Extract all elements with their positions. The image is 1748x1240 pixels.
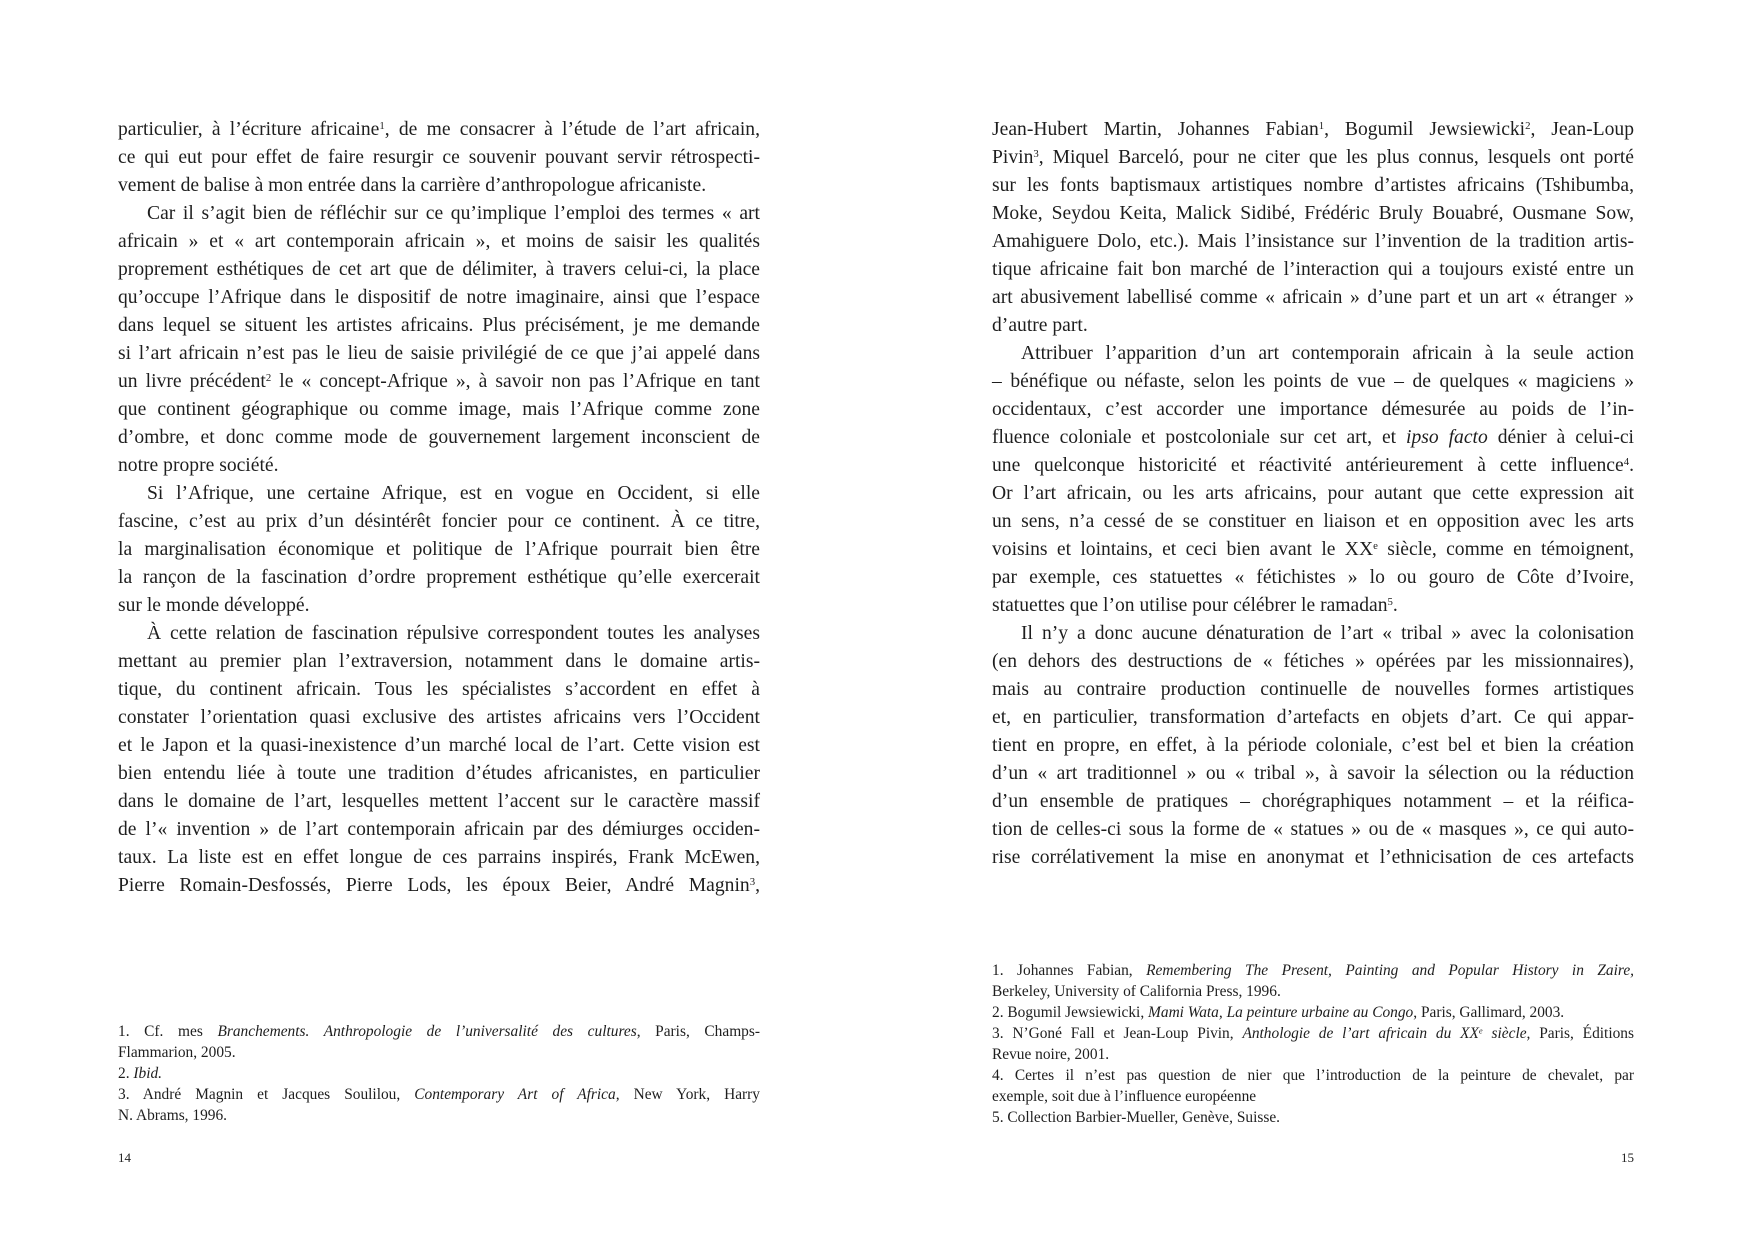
footnote-ref: 3 <box>749 876 756 889</box>
text-line: Il n’y a donc aucune dénaturation de l’art « tribal » avec la colonisation <box>1021 623 1634 644</box>
footnote <box>992 1107 1634 1128</box>
footnote-ref: 5 <box>1387 596 1393 609</box>
italic-text: Branchements. Anthropologie de l’universalité des cultures <box>217 1023 637 1040</box>
page-number: 14 <box>118 1150 131 1165</box>
text-line: mais au contraire production continuelle de nouvelles formes artistiques <box>992 679 1634 700</box>
page-number: 15 <box>1621 1150 1634 1165</box>
text-line: que continent géographique ou comme image, mais l’Afrique comme zone <box>118 399 760 420</box>
footnote <box>118 1021 760 1063</box>
footnote <box>992 960 1634 1002</box>
text-line: d’un « art traditionnel » ou « tribal », à savoir la sélection ou la réduction <box>992 763 1634 784</box>
footnote <box>992 1065 1634 1107</box>
text-line: Jean-Hubert Martin, Johannes Fabian$^1$, Bogumil Jewsiewicki$^2$, Jean-Loup <box>992 119 1634 140</box>
text-line: statuettes que l’on utilise pour célébrer le ramadan$^5$. <box>992 595 1398 616</box>
text-line: fluence coloniale et postcoloniale sur cet art, et ipso facto dénier à celui-ci <box>992 427 1634 448</box>
right-page <box>874 0 1748 1240</box>
text-line: de l’« invention » de l’art contemporain africain par des démiurges occiden- <box>118 819 760 840</box>
text-line: mettant au premier plan l’extraversion, notamment dans le domaine artis- <box>118 651 760 672</box>
text-line: tique, du continent africain. Tous les spécialistes s’accordent en effet à <box>118 679 760 700</box>
footnote-line: 3. N’Goné Fall et Jean-Loup Pivin, Anthologie de l’art africain du XXe siècle, Paris, Éditions <box>992 1025 1634 1042</box>
text-line: sur les fonts baptismaux artistiques nombre d’artistes africains (Tshibumba, <box>992 175 1634 196</box>
text-line: notre propre société. <box>118 455 279 476</box>
italic-text: Remembering The Present, Painting and Popular History in Zaire, <box>1146 962 1634 979</box>
text-line: fascine, c’est au prix d’un désintérêt foncier pour ce continent. À ce titre, <box>118 511 760 532</box>
paragraph <box>118 200 760 480</box>
paragraph <box>118 116 760 200</box>
italic-text: Ibid. <box>133 1065 163 1082</box>
text-line: tique africaine fait bon marché de l’interaction qui a toujours existé entre un <box>992 259 1634 280</box>
text-line: À cette relation de fascination répulsive correspondent toutes les analyses <box>147 623 760 644</box>
text-line: – bénéfique ou néfaste, selon les points de vue – de quelques « magiciens » <box>992 371 1634 392</box>
body-text <box>992 116 1634 872</box>
paragraph <box>992 340 1634 620</box>
footnote-line: 2. Ibid. <box>118 1065 163 1082</box>
text-line: tient en propre, en effet, à la période coloniale, c’est bel et bien la création <box>992 735 1634 756</box>
footnote-ref: 2 <box>265 372 272 385</box>
text-line: la rançon de la fascination d’ordre proprement esthétique qu’elle exercerait <box>118 567 760 588</box>
footnote <box>118 1084 760 1126</box>
text-line: Amahiguere Dolo, etc.). Mais l’insistance sur l’invention de la tradition artis- <box>992 231 1634 252</box>
footnote-line: 3. André Magnin et Jacques Soulilou, Contemporary Art of Africa, New York, Harry <box>118 1086 760 1103</box>
footnote-ref: 3 <box>1033 148 1039 161</box>
text-line: dans le domaine de l’art, lesquelles mettent l’accent sur le caractère massif <box>118 791 760 812</box>
text-line: rise corrélativement la mise en anonymat et l’ethnicisation de ces artefacts <box>992 847 1634 868</box>
body-text <box>118 116 760 900</box>
text-line: art abusivement labellisé comme « africain » d’une part et un art « étranger » <box>992 287 1634 308</box>
footnote-ref: 2 <box>1525 120 1531 133</box>
text-line: la marginalisation économique et politique de l’Afrique pourrait bien être <box>118 539 760 560</box>
text-line: (en dehors des destructions de « fétiches » opérées par les missionnaires), <box>992 651 1634 672</box>
text-line: si l’art africain n’est pas le lieu de saisie privilégié de ce que j’ai appelé dans <box>118 343 760 364</box>
footnote-ref: 1 <box>1318 120 1325 133</box>
text-line: tion de celles-ci sous la forme de « statues » ou de « masques », ce qui auto- <box>992 819 1634 840</box>
text-line: une quelconque historicité et réactivité antérieurement à cette influence$^4$. <box>992 455 1634 476</box>
italic-text: Contemporary Art of Africa, <box>414 1086 620 1103</box>
footnote-line: 2. Bogumil Jewsiewicki, Mami Wata, La peinture urbaine au Congo, Paris, Gallimard, 2003. <box>992 1004 1565 1021</box>
footnotes <box>118 1021 760 1126</box>
text-line: bien entendu liée à toute une tradition d’études africanistes, en particulier <box>118 763 760 784</box>
footnote <box>992 1023 1634 1065</box>
text-line: Car il s’agit bien de réfléchir sur ce qu’implique l’emploi des termes « art <box>147 203 760 224</box>
italic-text: ipso facto <box>1406 427 1488 448</box>
text-line: qu’occupe l’Afrique dans le dispositif de notre imaginaire, ainsi que l’espace <box>118 287 760 308</box>
footnote-line: 5. Collection Barbier-Mueller, Genève, Suisse. <box>992 1109 1281 1126</box>
footnote-ref: e <box>1478 1025 1483 1036</box>
paragraph <box>992 620 1634 872</box>
footnote-line: 1. Johannes Fabian, Remembering The Present, Painting and Popular History in Zaire, <box>992 962 1634 979</box>
footnote <box>992 1002 1634 1023</box>
footnote-line: 4. Certes il n’est pas question de nier que l’introduction de la peinture de chevalet, par <box>992 1067 1634 1084</box>
italic-text: Anthologie de l’art africain du XX <box>1242 1025 1479 1042</box>
text-line: et, en particulier, transformation d’artefacts en objets d’art. Ce qui appar- <box>992 707 1634 728</box>
text-line: voisins et lointains, et ceci bien avant le XXe siècle, comme en témoignent, <box>992 539 1634 560</box>
text-line: vement de balise à mon entrée dans la carrière d’anthropologue africaniste. <box>118 175 707 196</box>
text-line: Si l’Afrique, une certaine Afrique, est en vogue en Occident, si elle <box>147 483 760 504</box>
paragraph <box>118 480 760 620</box>
footnote-line: Revue noire, 2001. <box>992 1046 1110 1063</box>
text-line: ce qui eut pour effet de faire resurgir ce souvenir pouvant servir rétrospecti- <box>118 147 760 168</box>
text-line: d’un ensemble de pratiques – chorégraphiques notamment – et la réifica- <box>992 791 1634 812</box>
footnote-ref: e <box>1373 540 1378 553</box>
text-line: constater l’orientation quasi exclusive des artistes africains vers l’Occident <box>118 707 760 728</box>
text-line: Pierre Romain-Desfossés, Pierre Lods, les époux Beier, André Magnin$^3$, <box>118 875 760 896</box>
text-line: par exemple, ces statuettes « fétichistes » lo ou gouro de Côte d’Ivoire, <box>992 567 1634 588</box>
text-line: occidentaux, c’est accorder une importance démesurée au poids de l’in- <box>992 399 1634 420</box>
footnote-line: Berkeley, University of California Press, 1996. <box>992 983 1281 1000</box>
text-line: africain » et « art contemporain africain », et moins de saisir les qualités <box>118 231 760 252</box>
footnote-line: Flammarion, 2005. <box>118 1044 236 1061</box>
text-line: sur le monde développé. <box>118 595 310 616</box>
italic-text: siècle, <box>1482 1025 1531 1042</box>
text-line: dans lequel se situent les artistes africains. Plus précisément, je me demande <box>118 315 760 336</box>
italic-text: Mami Wata, La peinture urbaine au Congo <box>1148 1004 1414 1021</box>
text-line: d’ombre, et donc comme mode de gouvernement largement inconscient de <box>118 427 760 448</box>
paragraph <box>992 116 1634 340</box>
footnotes <box>992 960 1634 1128</box>
footnote-line: 1. Cf. mes Branchements. Anthropologie de l’universalité des cultures, Paris, Champs- <box>118 1023 760 1040</box>
text-line: un sens, n’a cessé de se constituer en liaison et en opposition avec les arts <box>992 511 1634 532</box>
text-line: Moke, Seydou Keita, Malick Sidibé, Frédéric Bruly Bouabré, Ousmane Sow, <box>992 203 1634 224</box>
text-line: et le Japon et la quasi-inexistence d’un marché local de l’art. Cette vision est <box>118 735 760 756</box>
text-line: Or l’art africain, ou les arts africains, pour autant que cette expression ait <box>992 483 1634 504</box>
text-line: Attribuer l’apparition d’un art contemporain africain à la seule action <box>1021 343 1634 364</box>
text-line: taux. La liste est en effet longue de ces parrains inspirés, Frank McEwen, <box>118 847 760 868</box>
footnote-ref: 4 <box>1623 456 1630 469</box>
footnote-line: exemple, soit due à l’influence européenne <box>992 1088 1257 1105</box>
text-line: un livre précédent$^2$ le « concept-Afrique », à savoir non pas l’Afrique en tant <box>118 371 760 392</box>
text-line: proprement esthétiques de cet art que de délimiter, à travers celui-ci, la place <box>118 259 760 280</box>
text-line: particulier, à l’écriture africaine$^1$, de me consacrer à l’étude de l’art africain, <box>118 119 760 140</box>
footnote-ref: 1 <box>379 120 385 133</box>
text-line: Pivin$^3$, Miquel Barceló, pour ne citer que les plus connus, lesquels ont porté <box>992 147 1634 168</box>
paragraph <box>118 620 760 900</box>
text-line: d’autre part. <box>992 315 1088 336</box>
footnote <box>118 1063 760 1084</box>
footnote-line: N. Abrams, 1996. <box>118 1107 228 1124</box>
